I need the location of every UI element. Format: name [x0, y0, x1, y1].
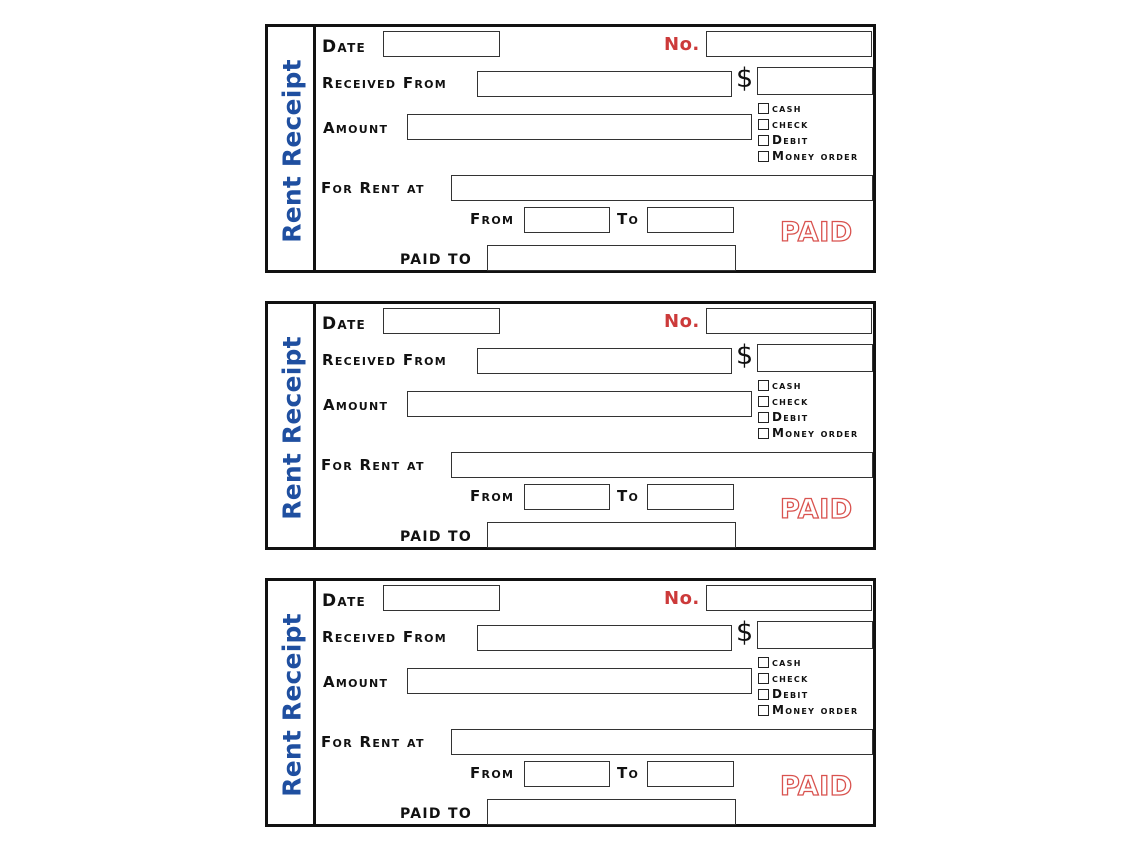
period-from-field[interactable] — [524, 484, 610, 510]
for-rent-at-label: For Rent at — [321, 456, 425, 474]
dollar-amount-field[interactable] — [757, 344, 873, 372]
date-label: Date — [322, 37, 367, 57]
checkbox-money-order[interactable] — [758, 151, 769, 162]
payment-option-label: check — [772, 394, 809, 408]
checkbox-money-order[interactable] — [758, 428, 769, 439]
payment-option-label: cash — [772, 655, 802, 669]
checkbox-check[interactable] — [758, 119, 769, 130]
amount-label: Amount — [323, 119, 389, 137]
payment-option-debit[interactable] — [758, 687, 808, 701]
date-field[interactable] — [383, 585, 500, 611]
receipt-side-panel — [268, 581, 316, 824]
paid-to-field[interactable] — [487, 522, 736, 548]
payment-option-label: Money order — [772, 703, 859, 717]
checkbox-cash[interactable] — [758, 657, 769, 668]
payment-option-label: check — [772, 671, 809, 685]
payment-option-label: Debit — [772, 410, 809, 424]
receipt-3 — [265, 578, 876, 827]
received-from-label: Received From — [322, 351, 448, 369]
payment-option-check[interactable] — [758, 394, 809, 408]
receipt-number-field[interactable] — [706, 308, 872, 334]
amount-field[interactable] — [407, 391, 752, 417]
to-label: To — [617, 764, 640, 782]
dollar-amount-field[interactable] — [757, 67, 873, 95]
payment-option-money-order[interactable] — [758, 149, 858, 163]
payment-option-check[interactable] — [758, 671, 809, 685]
received-from-label: Received From — [322, 628, 448, 646]
paid-stamp: PAID — [780, 771, 853, 802]
checkbox-debit[interactable] — [758, 135, 769, 146]
receipt-2 — [265, 301, 876, 550]
amount-label: Amount — [323, 673, 389, 691]
date-field[interactable] — [383, 308, 500, 334]
checkbox-check[interactable] — [758, 396, 769, 407]
payment-option-debit[interactable] — [758, 133, 808, 147]
paid-to-label: PAID TO — [400, 529, 473, 545]
for-rent-at-label: For Rent at — [321, 733, 425, 751]
rent-address-field[interactable] — [451, 452, 873, 478]
payment-option-label: Debit — [772, 687, 809, 701]
checkbox-cash[interactable] — [758, 380, 769, 391]
payment-option-cash[interactable] — [758, 655, 802, 669]
payment-option-cash[interactable] — [758, 101, 802, 115]
received-from-field[interactable] — [477, 348, 732, 374]
period-to-field[interactable] — [647, 484, 734, 510]
received-from-field[interactable] — [477, 71, 732, 97]
dollar-sign: $ — [736, 340, 754, 371]
period-from-field[interactable] — [524, 207, 610, 233]
period-from-field[interactable] — [524, 761, 610, 787]
to-label: To — [617, 210, 640, 228]
paid-to-label: PAID TO — [400, 252, 473, 268]
receipt-number-field[interactable] — [706, 31, 872, 57]
checkbox-debit[interactable] — [758, 689, 769, 700]
receipt-title: Rent Receipt — [277, 613, 307, 797]
amount-label: Amount — [323, 396, 389, 414]
receipt-side-panel — [268, 304, 316, 547]
payment-option-check[interactable] — [758, 117, 809, 131]
payment-option-money-order[interactable] — [758, 426, 858, 440]
payment-option-label: Money order — [772, 149, 859, 163]
period-to-field[interactable] — [647, 761, 734, 787]
payment-option-label: Money order — [772, 426, 859, 440]
date-field[interactable] — [383, 31, 500, 57]
from-label: From — [470, 210, 515, 228]
received-from-field[interactable] — [477, 625, 732, 651]
payment-option-money-order[interactable] — [758, 703, 858, 717]
checkbox-debit[interactable] — [758, 412, 769, 423]
amount-field[interactable] — [407, 668, 752, 694]
period-to-field[interactable] — [647, 207, 734, 233]
rent-address-field[interactable] — [451, 729, 873, 755]
dollar-sign: $ — [736, 63, 754, 94]
from-label: From — [470, 487, 515, 505]
paid-to-label: PAID TO — [400, 806, 473, 822]
receipt-1 — [265, 24, 876, 273]
receipt-number-label: No. — [664, 588, 700, 609]
payment-option-debit[interactable] — [758, 410, 808, 424]
to-label: To — [617, 487, 640, 505]
paid-to-field[interactable] — [487, 245, 736, 271]
rent-address-field[interactable] — [451, 175, 873, 201]
payment-option-label: check — [772, 117, 809, 131]
date-label: Date — [322, 591, 367, 611]
receipt-side-panel — [268, 27, 316, 270]
receipt-title: Rent Receipt — [277, 336, 307, 520]
receipt-number-label: No. — [664, 34, 700, 55]
payment-option-cash[interactable] — [758, 378, 802, 392]
payment-option-label: cash — [772, 378, 802, 392]
receipt-number-label: No. — [664, 311, 700, 332]
paid-stamp: PAID — [780, 217, 853, 248]
dollar-sign: $ — [736, 617, 754, 648]
date-label: Date — [322, 314, 367, 334]
payment-option-label: cash — [772, 101, 802, 115]
payment-option-label: Debit — [772, 133, 809, 147]
dollar-amount-field[interactable] — [757, 621, 873, 649]
amount-field[interactable] — [407, 114, 752, 140]
checkbox-cash[interactable] — [758, 103, 769, 114]
checkbox-check[interactable] — [758, 673, 769, 684]
for-rent-at-label: For Rent at — [321, 179, 425, 197]
receipt-title: Rent Receipt — [277, 59, 307, 243]
checkbox-money-order[interactable] — [758, 705, 769, 716]
from-label: From — [470, 764, 515, 782]
received-from-label: Received From — [322, 74, 448, 92]
paid-stamp: PAID — [780, 494, 853, 525]
receipt-number-field[interactable] — [706, 585, 872, 611]
paid-to-field[interactable] — [487, 799, 736, 825]
